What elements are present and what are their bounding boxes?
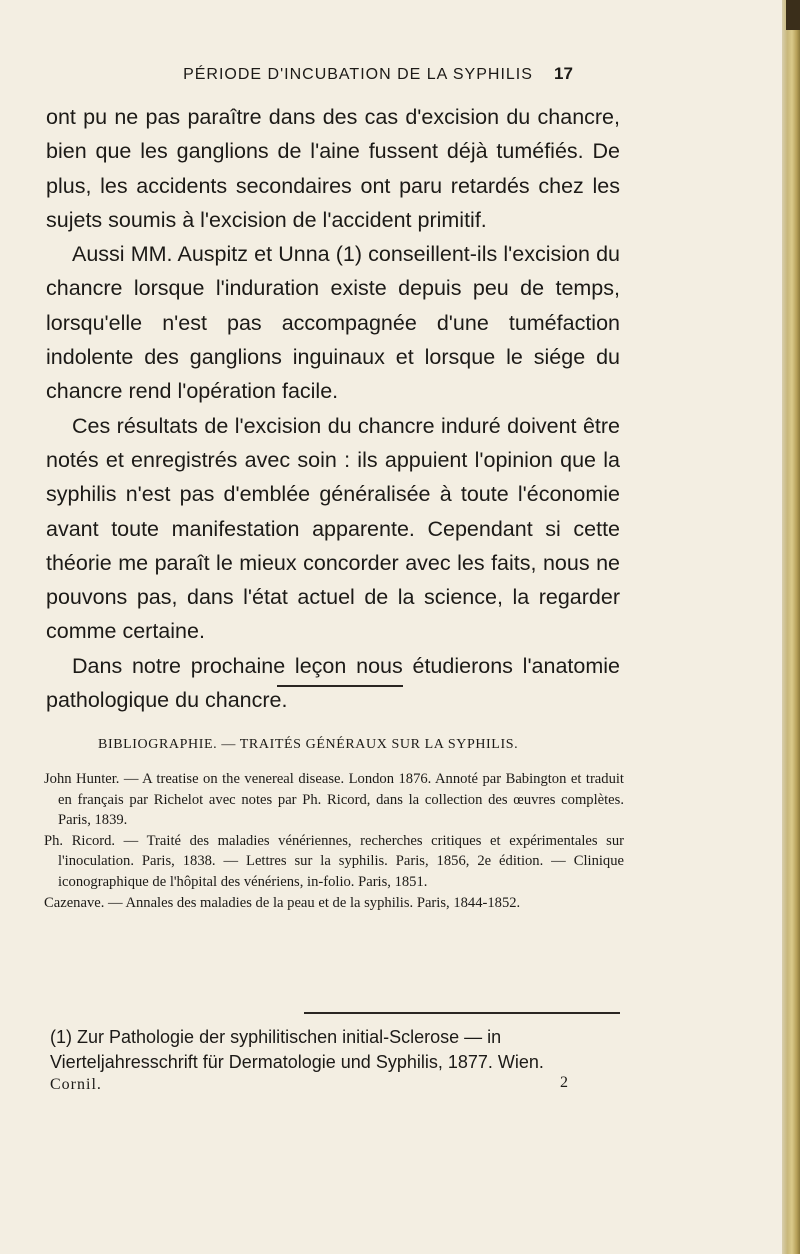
bibliography-entry: Cazenave. — Annales des maladies de la peau et de la syphilis. Paris, 1844-1852.: [44, 894, 521, 911]
printer-signature: Cornil.: [50, 1076, 102, 1093]
running-title: PÉRIODE D'INCUBATION DE LA SYPHILIS: [183, 66, 533, 83]
paragraph-2: Aussi MM. Auspitz et Unna (1) conseillent-ils l'excision du chancre lorsque l'induration existe depuis peu de temps, lorsqu'elle n'est pas accompagnée d'une tuméfaction indolente des ganglions inguinaux et lorsque le siége du chancre rend l'opération facile.: [46, 242, 620, 404]
page-number: 17: [554, 64, 573, 83]
footnote-text: (1) Zur Pathologie der syphilitischen initial-Sclerose — in Vierteljahresschrift für Dermatologie und Syphilis, 1877. Wien.: [50, 1027, 544, 1072]
paragraph-3: Ces résultats de l'excision du chancre induré doivent être notés et enregistrés avec soin : ils appuient l'opinion que la syphilis n'est pas d'emblée généralisée à toute l'économie avant toute manifestation apparente. Cependant si cette théorie me paraît le mieux concorder avec les faits, nous ne pouvons pas, dans l'état actuel de la science, la regarder comme certaine.: [46, 413, 620, 644]
bibliography-list: [44, 769, 624, 913]
section-divider: [277, 685, 403, 687]
main-text: [46, 100, 620, 717]
sheet-number: 2: [560, 1074, 568, 1091]
spine-shadow: [786, 0, 800, 30]
footnote: [50, 1025, 630, 1075]
bibliography-entry: Ph. Ricord. — Traité des maladies vénériennes, recherches critiques et expérimentales sur l'inoculation. Paris, 1838. — Lettres sur la syphilis. Paris, 1856, 2e édition. — Clinique iconographique de l'hôpital des vénériens, in-folio. Paris, 1851.: [44, 832, 624, 890]
footnote-divider: [304, 1012, 620, 1014]
bibliography-entry: John Hunter. — A treatise on the venereal disease. London 1876. Annoté par Babington et traduit en français par Richelot avec notes par Ph. Ricord, dans la collection des œuvres complètes. Paris, 1839.: [44, 771, 624, 829]
book-spine-edge: [782, 0, 800, 1254]
bibliography-title: BIBLIOGRAPHIE. — TRAITÉS GÉNÉRAUX SUR LA SYPHILIS.: [98, 737, 519, 752]
paragraph-4: Dans notre prochaine leçon nous étudierons l'anatomie pathologique du chancre.: [46, 653, 620, 713]
paragraph-1: ont pu ne pas paraître dans des cas d'excision du chancre, bien que les ganglions de l'aine fussent déjà tuméfiés. De plus, les accidents secondaires ont paru retardés chez les sujets soumis à l'excision de l'accident primitif.: [46, 105, 620, 232]
